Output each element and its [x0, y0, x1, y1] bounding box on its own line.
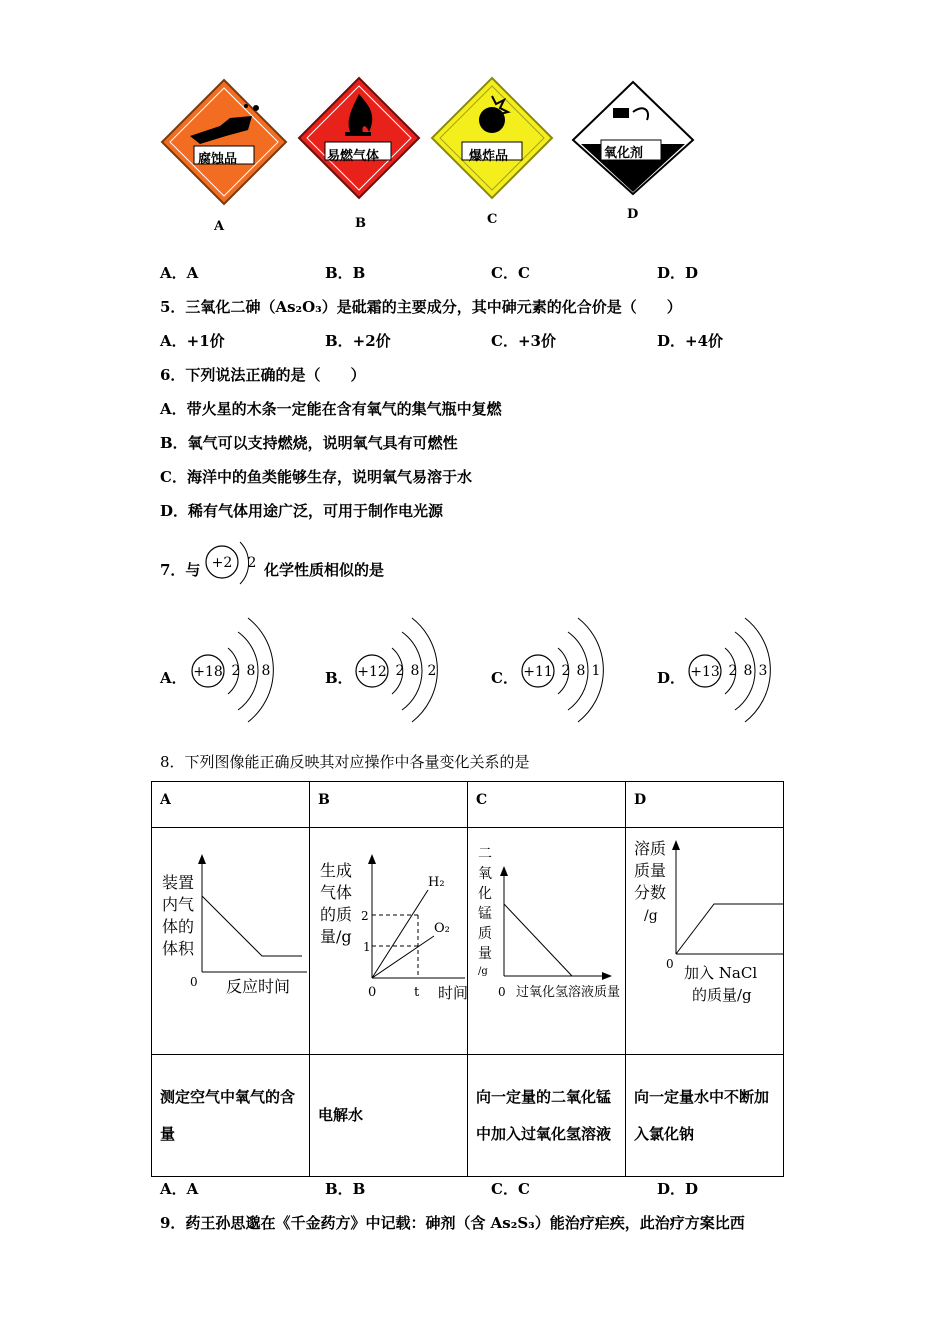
q4-option-c[interactable]: C．C — [491, 264, 530, 282]
graph-d-ylabel-4: /g — [644, 908, 658, 924]
graph-a-ylabel-3: 体的 — [162, 917, 195, 936]
q7-option-b-atom[interactable] — [350, 614, 446, 724]
explosive-sign — [430, 76, 554, 200]
graph-c-ylabel-6: 量 — [478, 946, 492, 962]
graph-c-curve — [504, 904, 572, 976]
sign-d-letter: D — [627, 207, 639, 222]
corrosive-sign — [160, 78, 288, 206]
sign-a-letter: A — [214, 219, 225, 234]
q6-stem: 6．下列说法正确的是（ ） — [160, 366, 366, 384]
q8-graph-a-cell — [152, 828, 310, 1055]
q8-option-b[interactable]: B．B — [325, 1180, 366, 1198]
graph-d-ylabel-1: 溶质 — [634, 839, 667, 858]
graph-c-ylabel-4: 锰 — [478, 906, 492, 922]
q6-option-c[interactable]: C．海洋中的鱼类能够生存，说明氧气易溶于水 — [160, 468, 472, 486]
q7-stem-shell: 2 — [247, 555, 257, 571]
q7-d-shell-2: 8 — [743, 663, 753, 679]
q7-a-shell-3: 8 — [261, 663, 271, 679]
q8-desc-d: 向一定量水中不断加入氯化钠 — [626, 1055, 784, 1177]
graph-d-origin: 0 — [666, 957, 674, 971]
graph-b-ylabel-3: 的质 — [320, 905, 353, 924]
graph-d-xlabel-1: 加入 NaCl — [684, 964, 758, 982]
graph-b-o2-line — [372, 936, 434, 978]
graph-d-curve — [676, 904, 783, 954]
q8-header-c: C — [468, 782, 626, 828]
q7-c-shell-2: 8 — [576, 663, 586, 679]
q9-stem: 9．药王孙思邈在《千金药方》中记载：砷剂（含 As₂S₃）能治疗疟疾，此治疗方案比西 — [160, 1214, 745, 1232]
q8-graph-b-cell — [310, 828, 468, 1055]
sign-b-label: 易燃气体 — [327, 149, 380, 164]
graph-b-o2-label: O₂ — [434, 921, 450, 936]
graph-b-ytick-2: 2 — [361, 909, 369, 923]
q8-graph-c — [468, 828, 625, 1050]
q8-desc-c: 向一定量的二氧化锰中加入过氧化氢溶液 — [468, 1055, 626, 1177]
q8-graph-d — [626, 828, 783, 1050]
q7-a-nucleus: +18 — [193, 664, 223, 680]
q7-a-shell-2: 8 — [246, 663, 256, 679]
graph-c-xlabel: 过氧化氢溶液质量 — [516, 985, 621, 1000]
q8-header-a: A — [152, 782, 310, 828]
q8-graph-d-cell — [626, 828, 784, 1055]
q6-option-a[interactable]: A．带火星的木条一定能在含有氧气的集气瓶中复燃 — [160, 400, 502, 418]
q4-option-b[interactable]: B．B — [325, 264, 366, 282]
oxidizer-sign — [571, 80, 695, 196]
graph-b-ytick-1: 1 — [363, 940, 371, 954]
graph-c-ylabel-7: /g — [478, 966, 488, 977]
graph-b-ylabel-2: 气体 — [320, 883, 353, 902]
graph-b-origin: 0 — [368, 985, 377, 1000]
q5-option-d[interactable]: D．+4价 — [657, 332, 724, 350]
q8-stem: 8．下列图像能正确反映其对应操作中各量变化关系的是 — [160, 753, 530, 771]
q7-b-shell-3: 2 — [427, 663, 437, 679]
q7-b-nucleus: +12 — [357, 664, 387, 680]
graph-a-ylabel-1: 装置 — [162, 873, 195, 892]
graph-b-h2-line — [372, 890, 428, 978]
q7-option-d-atom[interactable] — [683, 614, 779, 724]
q4-option-d[interactable]: D．D — [657, 264, 699, 282]
q7-c-shell-3: 1 — [591, 663, 601, 679]
q7-c-shell-1: 2 — [561, 663, 571, 679]
q7-stem-nucleus: +2 — [211, 555, 233, 571]
q7-option-a-letter[interactable]: A． — [160, 669, 187, 687]
q8-option-d[interactable]: D．D — [657, 1180, 699, 1198]
q7-b-shell-2: 8 — [410, 663, 420, 679]
graph-b-xtick: t — [414, 985, 420, 1000]
sign-b-letter: B — [355, 216, 366, 231]
q7-option-a-atom[interactable] — [186, 614, 282, 724]
q8-option-a[interactable]: A．A — [160, 1180, 199, 1198]
q7-prefix: 7．与 — [160, 561, 201, 579]
q7-suffix: 化学性质相似的是 — [264, 561, 385, 579]
q7-option-c-letter[interactable]: C． — [491, 669, 518, 687]
graph-c-origin: 0 — [498, 985, 506, 999]
q7-a-shell-1: 2 — [231, 663, 241, 679]
graph-b-h2-label: H₂ — [428, 875, 445, 890]
q6-option-b[interactable]: B．氧气可以支持燃烧，说明氧气具有可燃性 — [160, 434, 458, 452]
q8-graph-c-cell — [468, 828, 626, 1055]
graph-d-xlabel-2: 的质量/g — [692, 986, 752, 1004]
graph-a-xlabel: 反应时间 — [226, 977, 291, 996]
q7-option-b-letter[interactable]: B． — [325, 669, 353, 687]
q5-option-c[interactable]: C．+3价 — [491, 332, 556, 350]
q7-stem-atom-diagram — [202, 538, 266, 590]
q7-option-c-atom[interactable] — [516, 614, 612, 724]
q5-option-b[interactable]: B．+2价 — [325, 332, 391, 350]
graph-b-ylabel-1: 生成 — [320, 861, 353, 880]
graph-d-ylabel-2: 质量 — [634, 861, 667, 880]
q8-desc-b: 电解水 — [310, 1055, 468, 1177]
q7-d-shell-1: 2 — [728, 663, 738, 679]
q7-c-nucleus: +11 — [523, 664, 553, 680]
q8-header-d: D — [626, 782, 784, 828]
q8-graph-b — [310, 828, 467, 1050]
q5-stem: 5．三氧化二砷（As₂O₃）是砒霜的主要成分，其中砷元素的化合价是（ ） — [160, 298, 682, 316]
q7-option-d-letter[interactable]: D． — [657, 669, 686, 687]
graph-b-ylabel-4: 量/g — [320, 927, 352, 946]
graph-a-ylabel-2: 内气 — [162, 895, 195, 914]
q7-d-shell-3: 3 — [758, 663, 768, 679]
graph-b-xlabel: 时间 — [438, 984, 467, 1002]
graph-d-ylabel-3: 分数 — [634, 883, 667, 902]
q4-option-a[interactable]: A．A — [160, 264, 199, 282]
sign-c-letter: C — [487, 212, 498, 227]
q7-b-shell-1: 2 — [395, 663, 405, 679]
flammable-gas-sign — [297, 76, 421, 200]
q8-option-c[interactable]: C．C — [491, 1180, 530, 1198]
graph-c-ylabel-1: 二 — [478, 846, 492, 862]
sign-d-label: 氧化剂 — [604, 146, 644, 161]
q8-header-b: B — [310, 782, 468, 828]
graph-c-ylabel-3: 化 — [478, 886, 492, 902]
q8-desc-a: 测定空气中氧气的含量 — [152, 1055, 310, 1177]
graph-a-ylabel-4: 体积 — [162, 939, 195, 958]
graph-a-curve — [202, 896, 302, 956]
sign-c-label: 爆炸品 — [469, 149, 509, 164]
graph-c-ylabel-5: 质 — [478, 926, 492, 942]
graph-c-ylabel-2: 氧 — [478, 866, 492, 882]
q6-option-d[interactable]: D．稀有气体用途广泛，可用于制作电光源 — [160, 502, 444, 520]
q8-table — [151, 781, 784, 1177]
graph-a-origin: 0 — [190, 975, 198, 989]
sign-a-label: 腐蚀品 — [198, 152, 238, 167]
q8-graph-a — [152, 828, 309, 1050]
sign-a-diamond — [162, 80, 286, 204]
q7-d-nucleus: +13 — [690, 664, 720, 680]
q5-option-a[interactable]: A．+1价 — [160, 332, 225, 350]
